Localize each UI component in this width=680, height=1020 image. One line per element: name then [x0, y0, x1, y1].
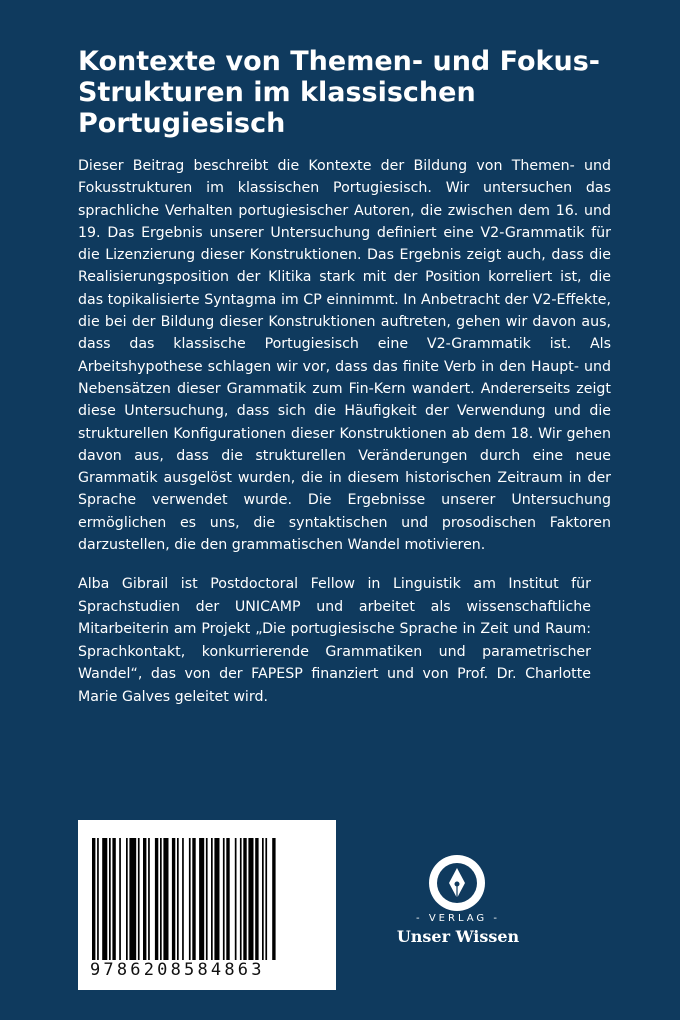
abstract-text: Dieser Beitrag beschreibt die Kontexte der Bildung von Themen- und Fokusstrukturen im klassischen Portugiesisch. Wir untersuchen das sprachliche Verhalten portugiesischer Autoren, die zwischen dem 16. und 19. Das Ergebnis unserer Untersuchung definiert eine V2-Grammatik für die Lizenzierung dieser Konstruktionen. Das Ergebnis zeigt auch, dass die Realisierungsposition der Klitika stark mit der Position korreliert ist, die das topikalisierte Syntagma im CP einnimmt. In Anbetracht der V2-Effekte, die bei der Bildung dieser Konstruktionen auftreten, gehen wir davon aus, dass das klassische Portugiesisch eine V2-Grammatik ist. Als Arbeitshypothese schlagen wir vor, dass das finite Verb in den Haupt- und Nebensätzen dieser Grammatik zum Fin-Kern wandert. Andererseits zeigt diese Untersuchung, dass sich die Häufigkeit der Verwendung und die strukturellen Konfigurationen dieser Konstruktionen ab dem 18. Wir gehen davon aus, dass die strukturellen Veränderungen durch eine neue Grammatik ausgelöst wurden, die in diesem historischen Zeitraum in der Sprache verwendet wurde. Die Ergebnisse unserer Untersuchung ermöglichen es uns, die syntaktischen und prosodischen Faktoren darzustellen, die den grammatischen Wandel motivieren. — [78, 158, 611, 554]
barcode — [78, 820, 336, 990]
pen-nib-seal-icon — [427, 853, 487, 913]
book-title: Kontexte von Themen- und Fokus-Strukturen im klassischen Portugiesisch — [78, 46, 600, 139]
publisher-logo — [393, 853, 523, 953]
barcode-bars — [92, 838, 322, 960]
barcode-number: 9786208584863 — [90, 960, 265, 980]
author-bio: Alba Gibrail ist Postdoctoral Fellow in Linguistik am Institut für Sprachstudien der UNICAMP und arbeitet als wissenschaftliche Mitarbeiterin am Projekt „Die portugiesische Sprache in Zeit und Raum: Sprachkontakt, konkurrierende Grammatiken und parametrischer Wandel“, das von der FAPESP finanziert und von Prof. Dr. Charlotte Marie Galves geleitet wird. — [78, 576, 591, 705]
publisher-name: Unser Wissen — [396, 927, 520, 946]
verlag-label: - VERLAG - — [416, 913, 500, 924]
